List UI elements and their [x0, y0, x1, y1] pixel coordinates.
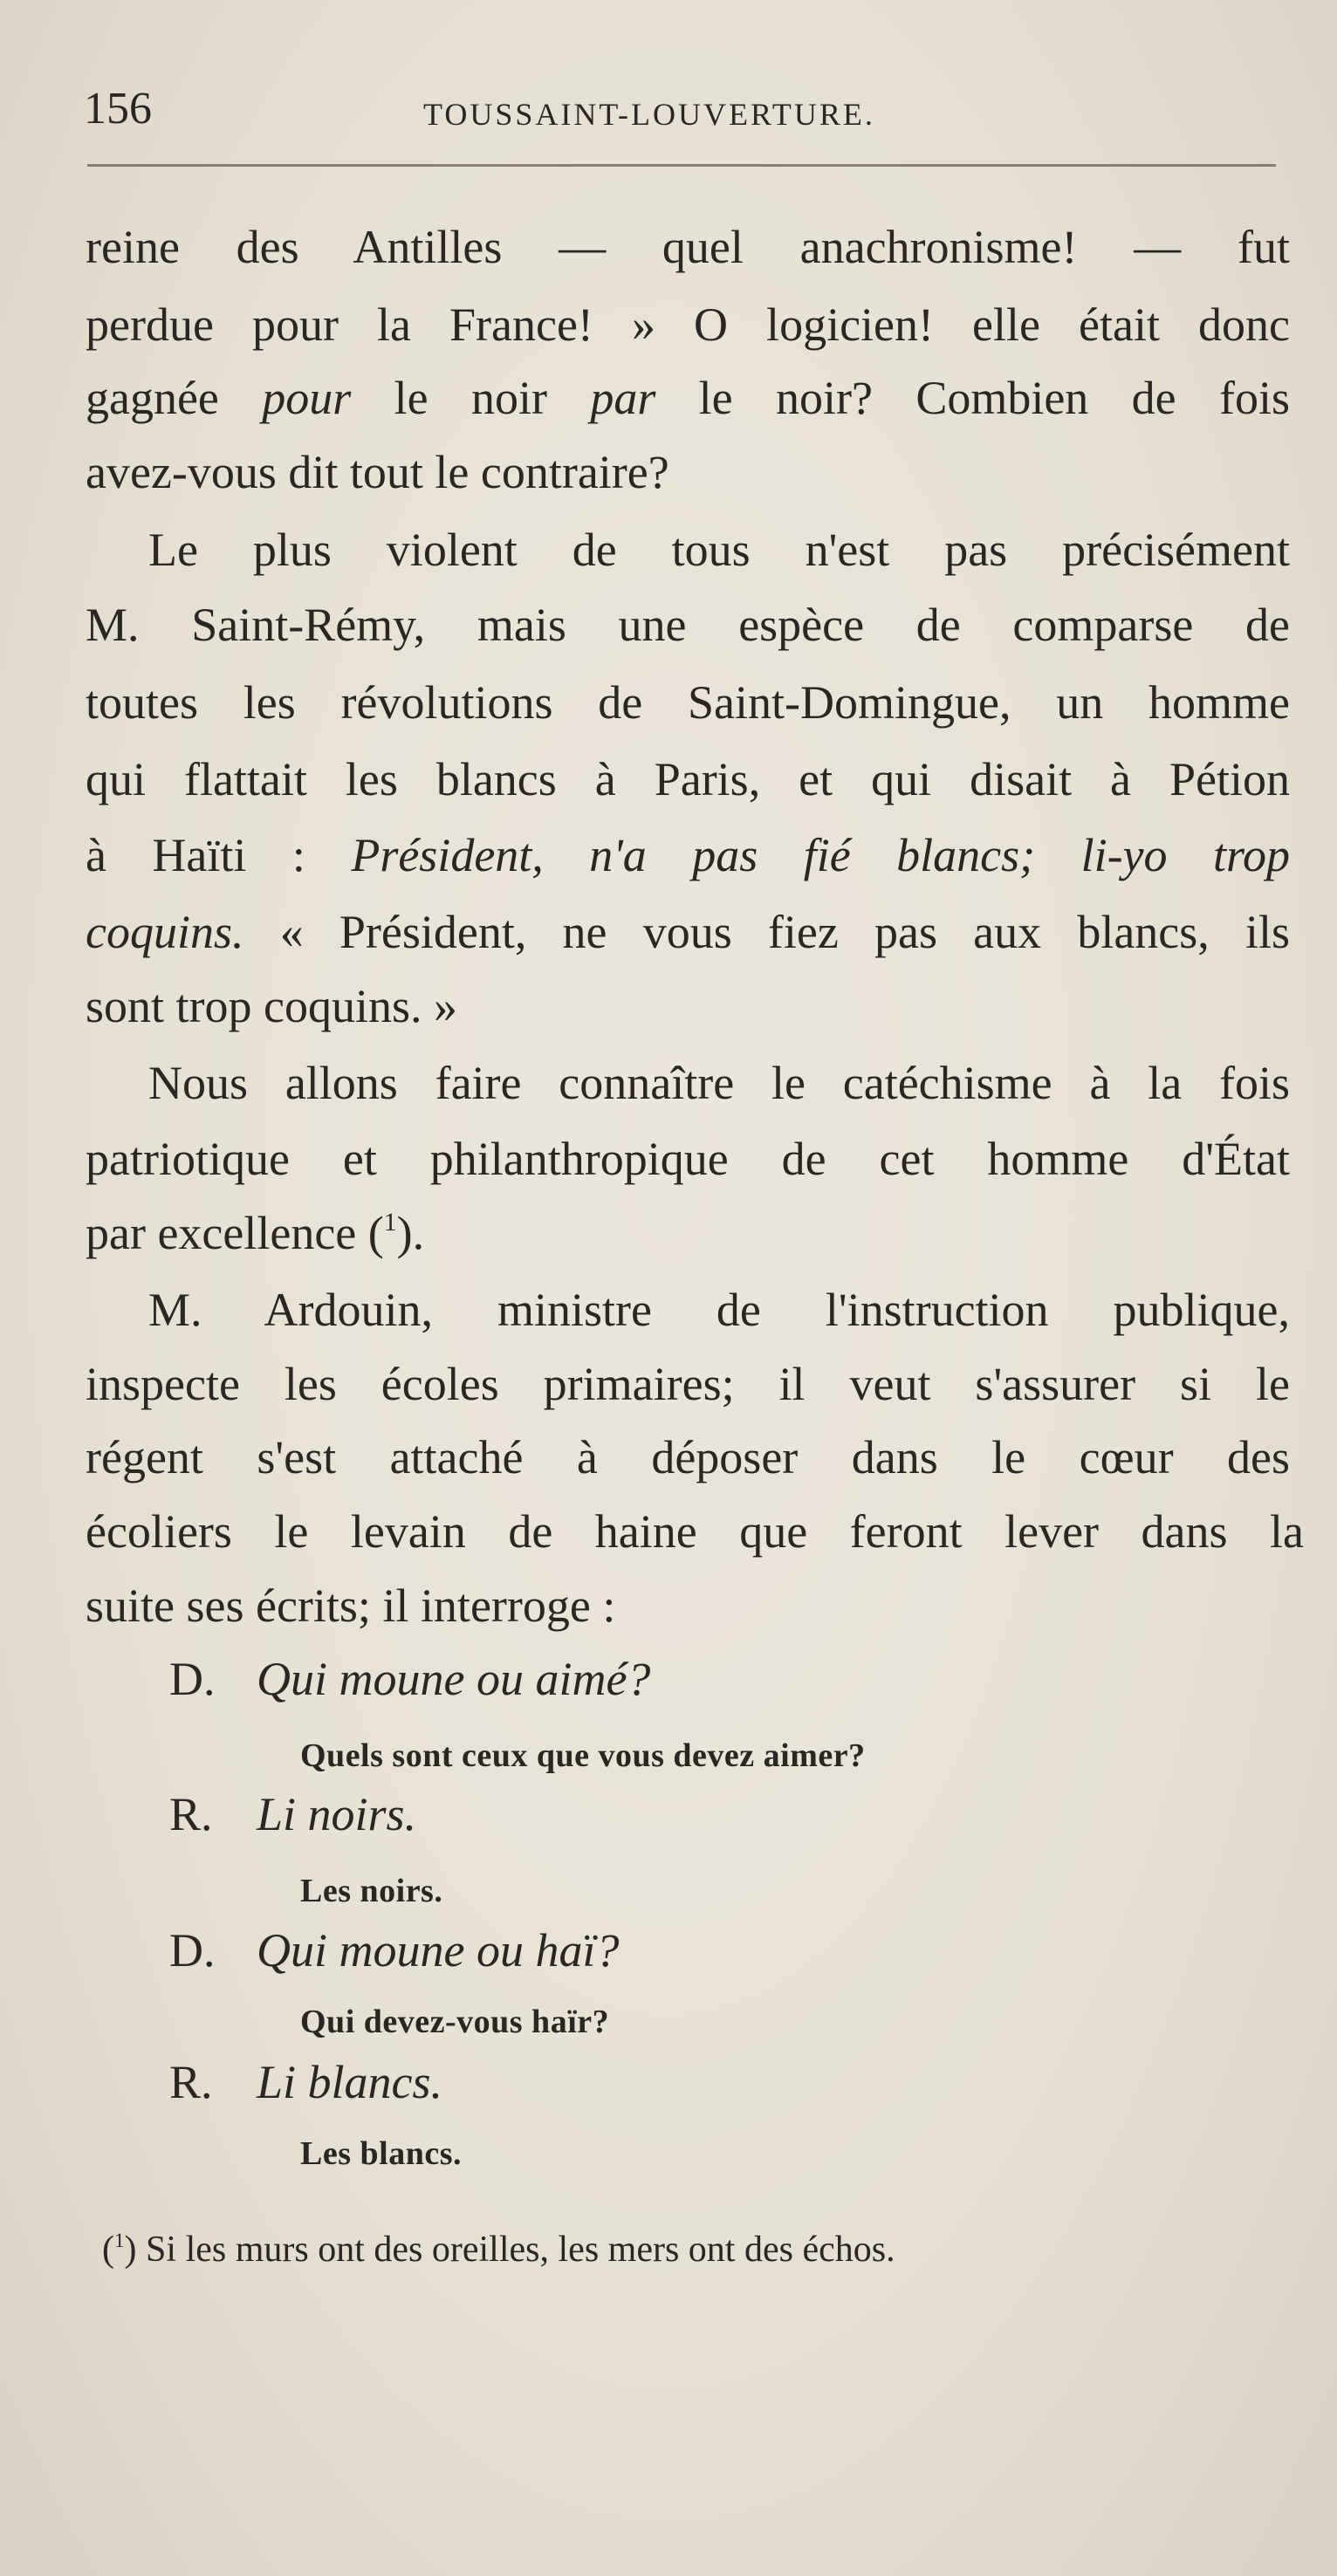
text: à Haïti : [86, 829, 352, 881]
text-line: écoliers le levain de haine que feront lever dans la [86, 1505, 1304, 1558]
qa-label: R. [169, 1788, 213, 1840]
text: le noir [351, 372, 591, 424]
text: le noir? Combien de fois [655, 372, 1290, 424]
running-title: TOUSSAINT-LOUVERTURE. [423, 97, 875, 132]
qa-label: R. [169, 2056, 213, 2108]
italic-text: pour [262, 372, 352, 424]
italic-text: Président, n'a pas fié blancs; li-yo trop [351, 829, 1290, 881]
french-gloss: Qui devez-vous haïr? [300, 2004, 610, 2040]
text-line: perdue pour la France! » O logicien! elle était donc [86, 298, 1290, 351]
creole-text: Li noirs. [257, 1788, 417, 1840]
text: ). [396, 1207, 425, 1259]
catechism-answer [169, 2056, 442, 2108]
text: par excellence ( [86, 1207, 384, 1259]
text-line: qui flattait les blancs à Paris, et qui disait à Pétion [86, 753, 1290, 805]
text-line: Nous allons faire connaître le catéchisme à la fois [148, 1057, 1290, 1109]
french-gloss: Les blancs. [300, 2135, 462, 2172]
text-line [86, 1207, 1290, 1259]
creole-text: Li blancs. [257, 2056, 443, 2108]
text-line: patriotique et philanthropique de cet homme d'État [86, 1133, 1290, 1185]
text-line: inspecte les écoles primaires; il veut s'assurer si le [86, 1358, 1290, 1410]
footnote: ($^1$) Si les murs ont des oreilles, les mers ont des échos. [102, 2228, 895, 2270]
qa-label: D. [169, 1924, 216, 1977]
text-line: reine des Antilles — quel anachronisme! — fut [86, 221, 1290, 273]
catechism-answer [169, 1788, 416, 1840]
text-line [86, 829, 1290, 881]
text: gagnée [86, 372, 263, 424]
page-number: 156 [84, 84, 152, 134]
footnote-text: Si les murs ont des oreilles, les mers ont des échos. [136, 2230, 895, 2270]
french-gloss: Les noirs. [300, 1873, 443, 1909]
italic-text: coquins. [86, 906, 244, 958]
text-line: régent s'est attaché à déposer dans le cœur des [86, 1431, 1290, 1483]
text-line: suite ses écrits; il interroge : [86, 1579, 616, 1632]
text-line: sont trop coquins. » [86, 980, 457, 1032]
catechism-question [169, 1653, 650, 1705]
text-line [86, 372, 1290, 424]
text-line: M. Ardouin, ministre de l'instruction publique, [148, 1284, 1290, 1336]
creole-text: Qui moune ou haï? [257, 1924, 620, 1977]
catechism-question [169, 1924, 619, 1977]
footnote-marker: 1 [114, 2228, 125, 2251]
text-line: M. Saint-Rémy, mais une espèce de comparse de [86, 599, 1290, 651]
text-line: avez-vous dit tout le contraire? [86, 446, 669, 498]
text-line [86, 906, 1290, 958]
text-line: toutes les révolutions de Saint-Domingue, un homme [86, 676, 1290, 729]
creole-text: Qui moune ou aimé? [257, 1653, 651, 1705]
text-line: Le plus violent de tous n'est pas précisément [148, 524, 1290, 576]
qa-label: D. [169, 1653, 216, 1705]
header-rule [87, 164, 1276, 167]
french-gloss: Quels sont ceux que vous devez aimer? [300, 1737, 866, 1774]
footnote-ref[interactable]: 1 [383, 1209, 397, 1237]
text: « Président, ne vous fiez pas aux blancs, ils [243, 906, 1290, 958]
italic-text: par [590, 372, 656, 424]
